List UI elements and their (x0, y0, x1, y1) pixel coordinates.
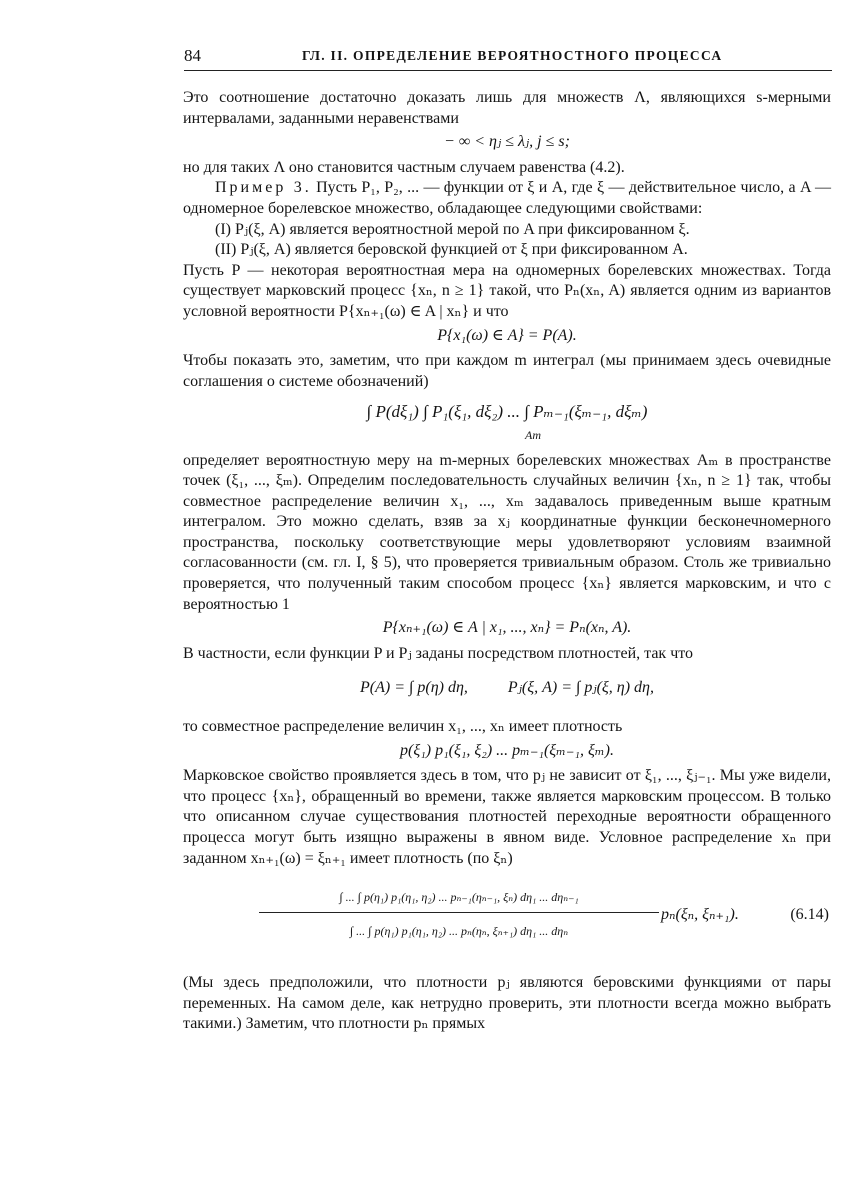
paragraph-measure-definition: определяет вероятностную меру на m-мерных борелевских множествах Aₘ в пространстве точек (ξ₁, ..., ξₘ). Определим последовательность случайных величин {xₙ, n ≥ 1} так, чтобы совместное распределение величин x₁, ..., xₘ задавалось приведенным выше кратным интегралом. Это можно сделать, взяв за xⱼ координатные функции бесконечномерного пространства, поскольку соответствующие меры удовлетворяют условиям взаимной согласованности (см. гл. I, § 5), что проверяется тривиальным образом. Столь же тривиально проверяется, что полученный таким способом процесс {xₙ} является марковским, и что с вероятностью 1 (183, 451, 831, 613)
paragraph-special-case: но для таких Λ оно становится частным случаем равенства (4.2). (183, 158, 625, 176)
fraction-multiplier: pₙ(ξₙ, ξₙ₊₁). (661, 906, 739, 924)
property-1: (I) Pⱼ(ξ, A) является вероятностной мерой по A при фиксированном ξ. (215, 220, 690, 238)
formula-markov-property: P{xₙ₊₁(ω) ∈ A | x₁, ..., xₙ} = Pₙ(xₙ, A). (382, 619, 632, 637)
paragraph-densities: В частности, если функции P и Pⱼ заданы посредством плотностей, так что (183, 644, 694, 662)
fraction-numerator: ∫ ... ∫ p(η₁) p₁(η₁, η₂) ... pₙ₋₁(ηₙ₋₁, ξₙ) dη₁ ... dηₙ₋₁ (339, 890, 579, 905)
property-2: (II) Pⱼ(ξ, A) является беровской функцией от ξ при фиксированном A. (215, 241, 688, 259)
running-title: ГЛ. II. ОПРЕДЕЛЕНИЕ ВЕРОЯТНОСТНОГО ПРОЦЕССА (302, 48, 723, 63)
formula-initial-distribution: P{x₁(ω) ∈ A} = P(A). (437, 326, 577, 344)
paragraph-example-3 (183, 178, 831, 219)
fraction-denominator: ∫ ... ∫ p(η₁) p₁(η₁, η₂) ... pₙ(ηₙ, ξₙ₊₁) dη₁ ... dηₙ (349, 923, 569, 938)
paragraph-integral: Чтобы показать это, заметим, что при каждом m интеграл (мы принимаем здесь очевидные соглашения о системе обозначений) (183, 352, 831, 390)
formula-inequality: − ∞ < ηⱼ ≤ λⱼ, j ≤ s; (444, 133, 570, 151)
paragraph-intro: Это соотношение достаточно доказать лишь для множеств Λ, являющихся s-мерными интервалами, заданными неравенствами (183, 89, 831, 127)
fraction (259, 873, 659, 941)
paragraph-joint-density: то совместное распределение величин x₁, ..., xₙ имеет плотность (183, 718, 623, 736)
multiple-integral-expression: ∫ P(dξ₁) ∫ P₁(ξ₁, dξ₂) ... ∫ Pₘ₋₁(ξₘ₋₁, dξₘ) (366, 402, 648, 422)
paragraph-reversed-process: Марковское свойство проявляется здесь в том, что pⱼ не зависит от ξ₁, ..., ξⱼ₋₁. Мы уже видели, что процесс {xₙ}, обращенный во времени, также является марковским процессом. В только что описанном случае существования плотностей переходные вероятности обращенного процесса могут быть изящно выражены в явном виде. Условное распределение xₙ при заданном xₙ₊₁(ω) = ξₙ₊₁ имеет плотность (по ξₙ) (183, 767, 831, 867)
equation-number: (6.14) (790, 906, 829, 924)
formula-6-14 (183, 873, 831, 965)
page-number: 84 (184, 46, 201, 65)
example-label: Пример 3. (215, 179, 312, 197)
paragraph-markov-existence: Пусть P — некоторая вероятностная мера на одномерных борелевских множествах. Тогда существует марковский процесс {xₙ, n ≥ 1} такой, что Pₙ(xₙ, A) является одним из вариантов условной вероятности P{xₙ₊₁(ω) ∈ A | xₙ} и что (183, 261, 831, 320)
integral-domain-label: Am (525, 427, 541, 442)
page-body (183, 88, 831, 1035)
formula-joint-density: p(ξ₁) p₁(ξ₁, ξ₂) ... pₘ₋₁(ξₘ₋₁, ξₘ). (400, 741, 614, 759)
formula-density-definitions: P(A) = ∫ p(η) dη, Pⱼ(ξ, A) = ∫ pⱼ(ξ, η) dη, (360, 679, 654, 697)
paragraph-baire-note: (Мы здесь предположили, что плотности pⱼ являются беровскими функциями от пары переменных. На самом деле, как нетрудно проверить, эти плотности всегда можно выбрать такими.) Заметим, что плотности pₙ прямых (183, 974, 831, 1033)
running-header (184, 44, 832, 71)
example-text: Пусть P₁, P₂, ... — функции от ξ и A, где ξ — действительное число, а A — одномерное борелевское множество, обладающее следующими свойствами: (183, 179, 832, 217)
formula-multiple-integral (183, 402, 831, 445)
